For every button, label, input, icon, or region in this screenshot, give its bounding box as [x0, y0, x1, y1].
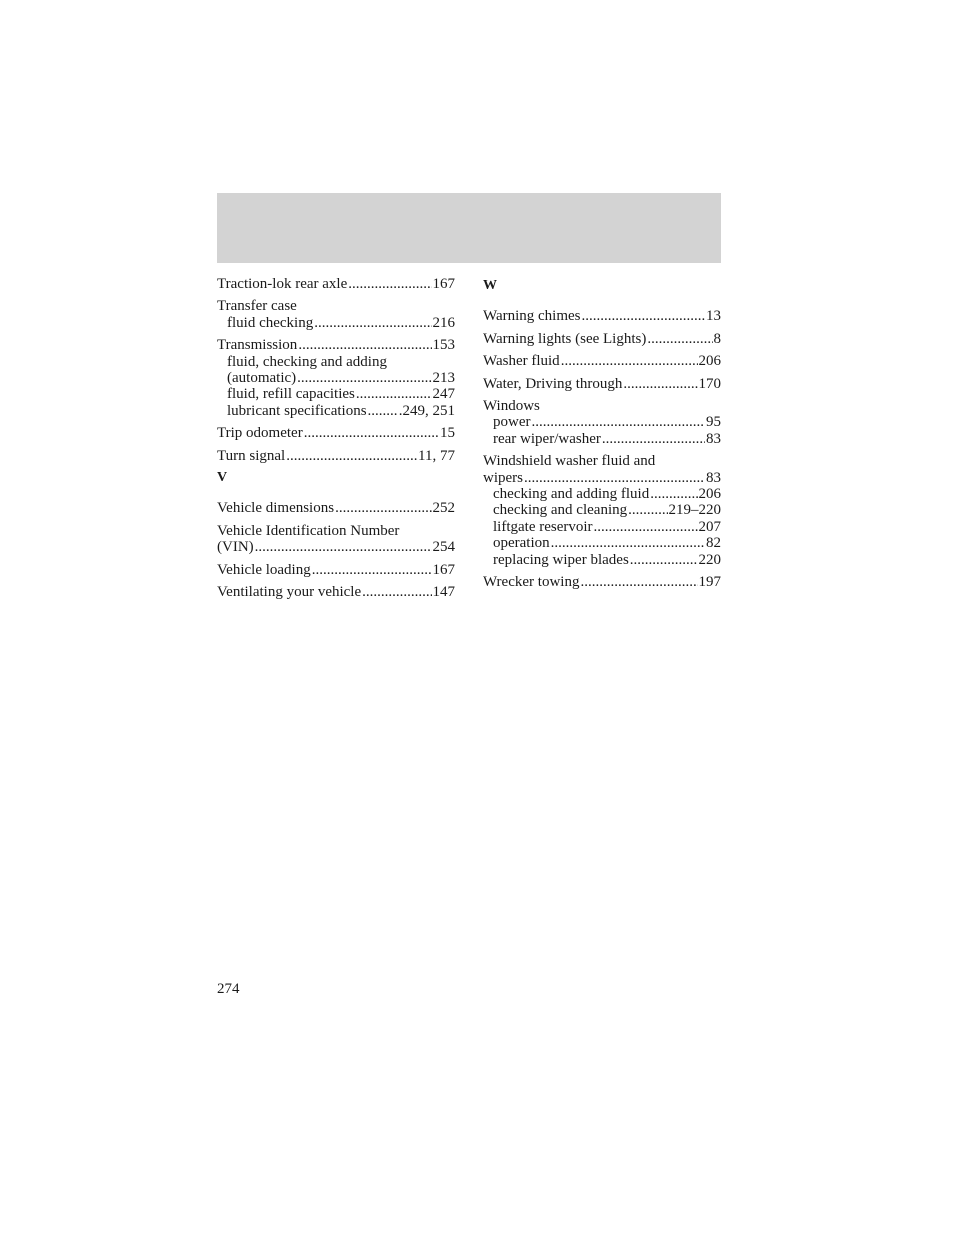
index-subentry-line	[217, 370, 455, 386]
entry-text: (VIN)	[217, 539, 254, 556]
index-entry-line	[483, 398, 721, 414]
dot-leader	[602, 431, 705, 447]
page-number: 274	[217, 981, 240, 997]
page-reference: 83	[706, 430, 721, 447]
entry-text: fluid checking	[227, 314, 314, 331]
index-subentry-line	[217, 354, 455, 370]
index-entry	[483, 453, 721, 568]
header-band	[217, 193, 721, 263]
entry-text: Traction-lok rear axle	[217, 276, 348, 292]
page-reference: .249, 251	[398, 402, 455, 419]
page-reference: 8	[713, 330, 721, 347]
index-entry	[217, 448, 455, 464]
page-reference: 167	[432, 276, 455, 292]
dot-leader	[580, 574, 697, 590]
index-entry-line	[483, 574, 721, 590]
entry-text: replacing wiper blades	[493, 551, 629, 568]
dot-leader	[314, 315, 431, 331]
index-entry	[217, 298, 455, 331]
dot-leader	[582, 308, 705, 324]
entry-text: Vehicle Identification Number	[217, 522, 400, 539]
entry-text: Wrecker towing	[483, 574, 580, 591]
entry-text: rear wiper/washer	[493, 430, 601, 447]
page-reference: 11, 77	[418, 447, 455, 464]
page-reference: 206	[698, 353, 721, 370]
page-reference: 83	[706, 469, 721, 486]
dot-leader	[255, 539, 432, 555]
dot-leader	[647, 331, 712, 347]
dot-leader	[348, 276, 431, 292]
entry-text: fluid, refill capacities	[227, 386, 355, 403]
dot-leader	[286, 448, 417, 464]
index-entry	[483, 376, 721, 392]
index-subentry-line	[217, 386, 455, 402]
index-entry	[217, 523, 455, 556]
entry-text: power	[493, 414, 531, 431]
page-reference: 213	[432, 370, 455, 387]
dot-leader	[532, 414, 706, 430]
page-reference: 82	[706, 535, 721, 552]
entry-text: lubricant specifications	[227, 402, 367, 419]
entry-text: Transfer case	[217, 298, 297, 315]
index-entry	[217, 562, 455, 578]
index-entry	[217, 276, 455, 292]
entry-text: Vehicle dimensions	[217, 500, 335, 517]
page-reference: 147	[432, 584, 455, 601]
index-entry	[483, 398, 721, 447]
index-subentry-line	[483, 535, 721, 551]
entry-text: Windows	[483, 398, 540, 415]
index-entry	[217, 337, 455, 419]
index-entry	[217, 584, 455, 600]
entry-text: Washer fluid	[483, 353, 560, 370]
index-subentry-line	[483, 414, 721, 430]
entry-text: liftgate reservoir	[493, 518, 593, 535]
index-entry-line	[217, 584, 455, 600]
index-entry-line	[483, 470, 721, 486]
page-reference: 95	[706, 414, 721, 431]
entry-text: Warning chimes	[483, 308, 581, 325]
dot-leader	[630, 552, 698, 568]
entry-text: Water, Driving through	[483, 375, 623, 392]
index-column-left	[217, 276, 455, 607]
page-reference: 197	[698, 574, 721, 591]
dot-leader	[356, 386, 432, 402]
index-entry-line	[483, 353, 721, 369]
page-reference: 206	[698, 486, 721, 503]
page-reference: 13	[706, 308, 721, 325]
dot-leader	[623, 376, 697, 392]
dot-leader	[298, 337, 431, 353]
index-entry	[483, 308, 721, 324]
index-entry-line	[217, 337, 455, 353]
page-reference: 216	[432, 314, 455, 331]
index-entry-line	[217, 448, 455, 464]
page-reference: 254	[432, 539, 455, 556]
index-entry-line	[483, 308, 721, 324]
index-entry	[217, 500, 455, 516]
page-reference: 167	[432, 561, 455, 578]
dot-leader	[594, 519, 698, 535]
entry-text: fluid, checking and adding	[227, 353, 387, 370]
index-subentry-line	[483, 502, 721, 518]
page-reference: 219–220	[668, 502, 721, 519]
index-entry-line	[217, 562, 455, 578]
dot-leader	[362, 584, 431, 600]
index-section-letter: W	[483, 278, 497, 293]
index-entry	[483, 331, 721, 347]
index-subentry-line	[483, 431, 721, 447]
entry-text: Trip odometer	[217, 425, 303, 442]
entry-text: Transmission	[217, 337, 298, 354]
page-reference: 153	[432, 337, 455, 354]
dot-leader	[312, 562, 432, 578]
entry-text: Turn signal	[217, 447, 286, 464]
index-subentry-line	[483, 486, 721, 502]
dot-leader	[297, 370, 431, 386]
entry-text: wipers	[483, 469, 523, 486]
dot-leader	[628, 502, 667, 518]
entry-text: Windshield washer fluid and	[483, 453, 656, 470]
index-entry-line	[217, 523, 455, 539]
index-entry-line	[217, 425, 455, 441]
index-subentry-line	[217, 403, 455, 419]
dot-leader	[304, 425, 439, 441]
entry-text: Vehicle loading	[217, 561, 311, 578]
dot-leader	[524, 470, 705, 486]
index-section-letter: V	[217, 470, 228, 486]
index-entry-line	[217, 298, 455, 314]
index-entry-line	[483, 376, 721, 392]
dot-leader	[335, 500, 431, 516]
index-entry-line	[483, 331, 721, 347]
entry-text: Warning lights (see Lights)	[483, 330, 647, 347]
dot-leader	[561, 353, 698, 369]
page-reference: 247	[432, 386, 455, 403]
index-entry	[483, 353, 721, 369]
entry-text: Ventilating your vehicle	[217, 584, 362, 601]
page-reference: 252	[432, 500, 455, 517]
index-column-right	[483, 276, 721, 597]
page-reference: 220	[698, 551, 721, 568]
page-reference: 170	[698, 375, 721, 392]
entry-text: checking and adding fluid	[493, 486, 650, 503]
index-entry	[217, 425, 455, 441]
dot-leader	[368, 403, 398, 419]
index-entry-line	[217, 276, 455, 292]
dot-leader	[551, 535, 705, 551]
entry-text: (automatic)	[227, 370, 297, 387]
index-subentry-line	[483, 552, 721, 568]
dot-leader	[650, 486, 697, 502]
entry-text: checking and cleaning	[493, 502, 628, 519]
entry-text: operation	[493, 535, 550, 552]
index-entry-line	[217, 539, 455, 555]
index-subentry-line	[217, 315, 455, 331]
page-reference: 207	[698, 518, 721, 535]
index-entry	[483, 574, 721, 590]
index-entry-line	[483, 453, 721, 469]
page-reference: 15	[440, 425, 455, 442]
index-subentry-line	[483, 519, 721, 535]
index-entry-line	[217, 500, 455, 516]
